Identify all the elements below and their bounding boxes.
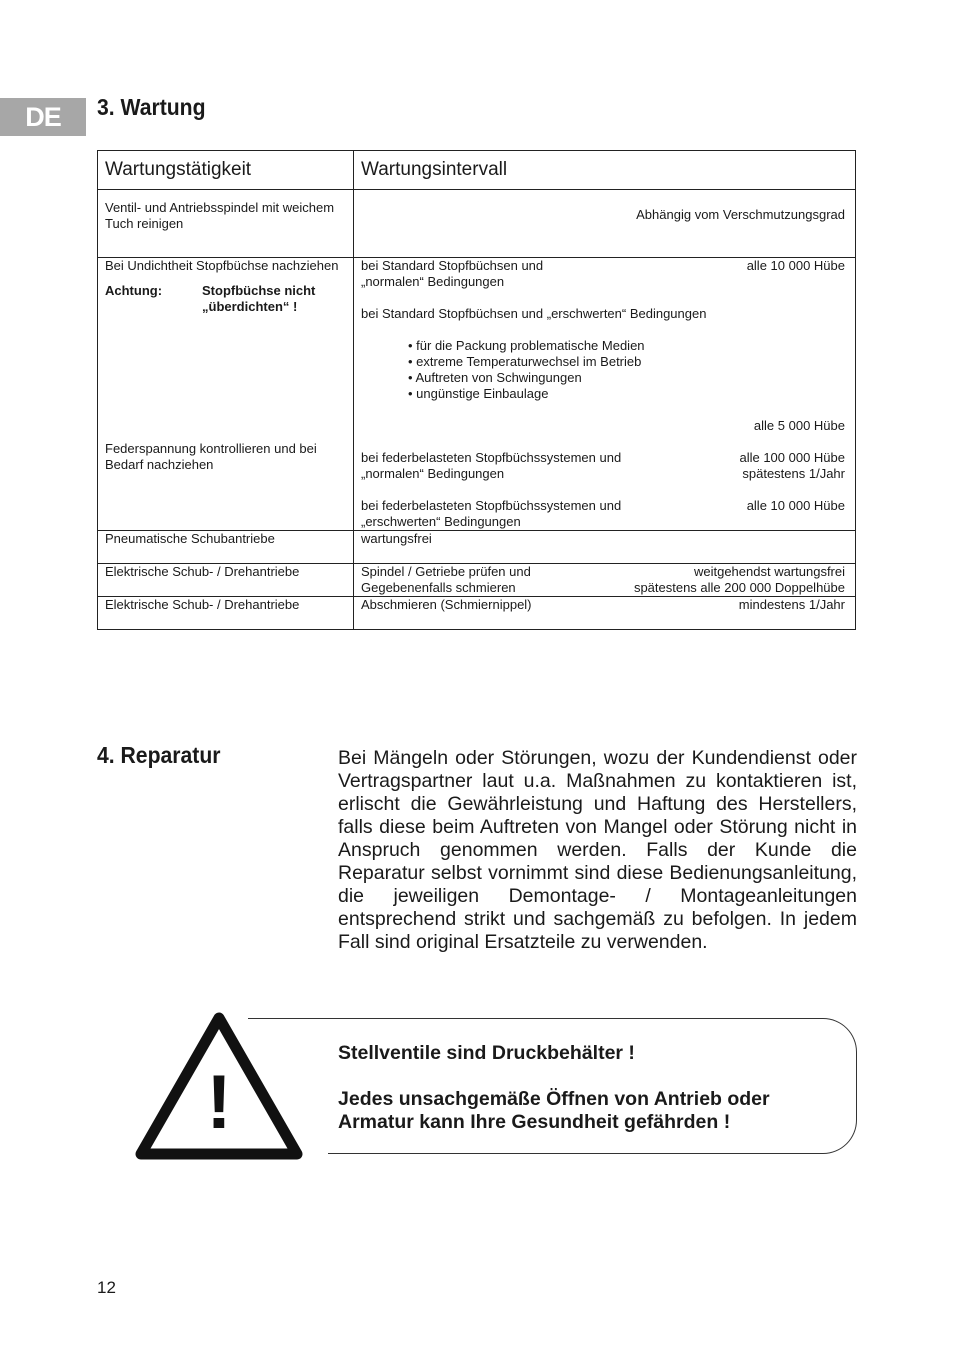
interval-line bbox=[361, 258, 845, 290]
activity-cell: Elektrische Schub- / Drehantriebe bbox=[98, 564, 354, 597]
interval-value-a: weitgehendst wartungsfrei bbox=[693, 564, 845, 579]
table-row bbox=[98, 258, 856, 531]
interval-value bbox=[634, 564, 845, 596]
table-row bbox=[98, 597, 856, 630]
page-number: 12 bbox=[97, 1278, 116, 1297]
list-item: • Auftreten von Schwingungen bbox=[408, 370, 845, 386]
repair-paragraph: Bei Mängeln oder Störungen, wozu der Kundendienst oder Vertragspartner laut u.a. Maßnahmen zu kontaktieren ist, erlischt die Gewährleistung und Haftung des Herstellers, falls diese beim Auftreten von Mangel oder Störung nicht in Anspruch genommen werden. Falls der Kunde die Reparatur selbst vornimmt sind diese Bedienungsanleitung, die jeweiligen Demontage- / Montageanleitungen entsprechend strikt und sachgemäß zu befolgen. In jedem Fall sind original Ersatzteile zu verwenden. bbox=[338, 747, 857, 953]
interval-cell bbox=[354, 258, 856, 531]
interval-cell bbox=[354, 564, 856, 597]
maintenance-table bbox=[97, 150, 856, 630]
interval-value: alle 5 000 Hübe bbox=[753, 418, 845, 433]
header-activity: Wartungstätigkeit bbox=[98, 151, 354, 190]
activity-cell: Elektrische Schub- / Drehantriebe bbox=[98, 597, 354, 630]
activity-cell: Pneumatische Schubantriebe bbox=[98, 531, 354, 564]
caution-text: Stopfbüchse nicht „überdichten“ ! bbox=[202, 283, 316, 314]
header-interval: Wartungsintervall bbox=[354, 151, 856, 190]
condition-text: bei federbelasteten Stopfbüchssystemen und „normalen“ Bedingungen bbox=[361, 450, 622, 481]
list-item: • extreme Temperaturwechsel im Betrieb bbox=[408, 354, 845, 370]
language-tab: DE bbox=[0, 98, 86, 136]
warning-line-1: Stellventile sind Druckbehälter ! bbox=[338, 1042, 635, 1064]
interval-cell: wartungsfrei bbox=[354, 531, 856, 564]
interval-cell bbox=[354, 597, 856, 630]
section-title-wartung: 3. Wartung bbox=[97, 94, 206, 120]
interval-line bbox=[361, 450, 845, 482]
warning-text bbox=[338, 1042, 848, 1134]
interval-value: alle 10 000 Hübe bbox=[746, 258, 845, 273]
table-header-row bbox=[98, 151, 856, 190]
interval-value: mindestens 1/Jahr bbox=[738, 597, 845, 612]
table-row bbox=[98, 564, 856, 597]
condition-text: Spindel / Getriebe prüfen und Gegebenenfalls schmieren bbox=[361, 564, 531, 595]
interval-line bbox=[361, 498, 845, 530]
interval-value-b: spätestens 1/Jahr bbox=[742, 466, 845, 481]
activity-text: Federspannung kontrollieren und bei Bedarf nachziehen bbox=[105, 441, 317, 472]
caution-label: Achtung: bbox=[105, 283, 163, 298]
list-item: • für die Packung problematische Medien bbox=[408, 338, 845, 354]
condition-text: bei Standard Stopfbüchsen und „normalen“ Bedingungen bbox=[361, 258, 544, 289]
interval-value bbox=[739, 450, 845, 482]
condition-list bbox=[361, 338, 845, 402]
interval-value-a: alle 100 000 Hübe bbox=[739, 450, 845, 465]
warning-line-2: Jedes unsachgemäße Öffnen von Antrieb oder Armatur kann Ihre Gesundheit gefährden ! bbox=[338, 1088, 770, 1133]
interval-value: alle 10 000 Hübe bbox=[746, 498, 845, 513]
warning-symbol: ! bbox=[206, 1060, 232, 1145]
activity-cell bbox=[98, 258, 354, 531]
warning-triangle-icon bbox=[133, 1010, 305, 1162]
interval-value-b: spätestens alle 200 000 Doppelhübe bbox=[633, 580, 845, 595]
activity-text: Bei Undichtheit Stopfbüchse nachziehen bbox=[105, 258, 339, 273]
table-row bbox=[98, 190, 856, 258]
activity-cell: Ventil- und Antriebsspindel mit weichem Tuch reinigen bbox=[98, 190, 354, 258]
interval-cell: Abhängig vom Verschmutzungsgrad bbox=[354, 190, 856, 258]
table-row bbox=[98, 531, 856, 564]
condition-text: bei federbelasteten Stopfbüchssystemen und „erschwerten“ Bedingungen bbox=[361, 498, 622, 529]
section-title-reparatur: 4. Reparatur bbox=[97, 742, 221, 768]
condition-text: Abschmieren (Schmiernippel) bbox=[361, 597, 532, 612]
list-item: • ungünstige Einbaulage bbox=[408, 386, 845, 402]
condition-text: bei Standard Stopfbüchsen und „erschwerten“ Bedingungen bbox=[361, 306, 707, 321]
caution-note bbox=[105, 283, 343, 315]
